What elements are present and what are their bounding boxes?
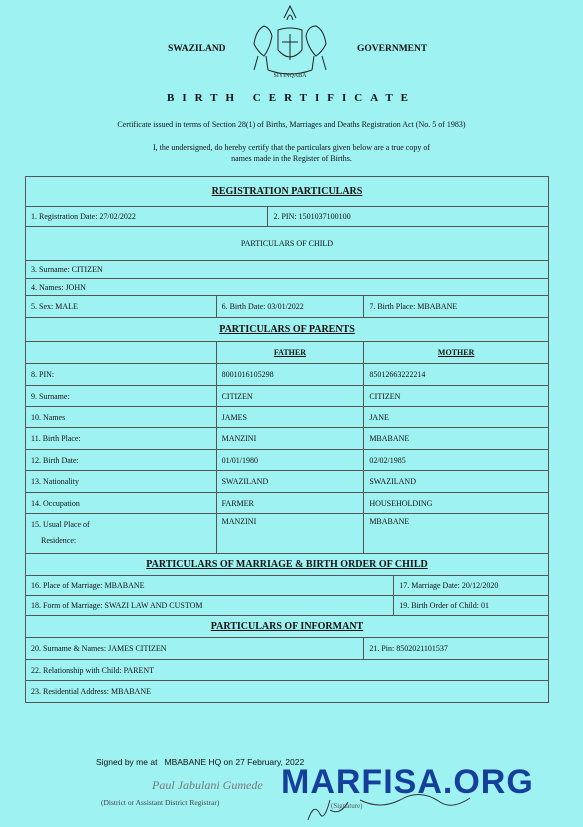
father-value: MANZINI — [216, 428, 364, 450]
child-heading: PARTICULARS OF CHILD — [26, 227, 549, 261]
row-label: 10. Names — [26, 407, 217, 428]
parent-row — [26, 407, 549, 428]
parent-row — [26, 428, 549, 450]
signature-caption: (Signature) — [331, 802, 363, 810]
parents-blank-cell — [26, 342, 217, 364]
father-value: JAMES — [216, 407, 364, 428]
parent-row — [26, 364, 549, 386]
father-value: SWAZILAND — [216, 471, 364, 493]
registration-pin: 2. PIN: 1501037100100 — [268, 207, 549, 227]
row-label: 13. Nationality — [26, 471, 217, 493]
header-left: SWAZILAND — [168, 44, 226, 54]
mother-value: SWAZILAND — [364, 471, 549, 493]
residence-label — [26, 514, 217, 554]
row-label: 12. Birth Date: — [26, 450, 217, 471]
header-right: GOVERNMENT — [357, 44, 428, 54]
certificate-title: BIRTH CERTIFICATE — [166, 92, 417, 104]
mother-value: 02/02/1985 — [364, 450, 549, 471]
father-residence: MANZINI — [216, 514, 364, 554]
coat-of-arms-icon — [240, 0, 340, 80]
parent-row — [26, 493, 549, 514]
registrar-caption: (District or Assistant District Registrar) — [101, 798, 220, 807]
signed-line: Signed by me at MBABANE HQ on 27 February, 2022 — [96, 757, 305, 767]
mother-value: MBABANE — [364, 428, 549, 450]
mother-value: HOUSEHOLDING — [364, 493, 549, 514]
crest-banner: SIYINQABA — [273, 73, 307, 79]
informant-relationship: 22. Relationship with Child: PARENT — [26, 660, 549, 681]
residence-label-line1: 15. Usual Place of — [31, 520, 90, 529]
row-label: 11. Birth Place: — [26, 428, 217, 450]
birth-order: 19. Birth Order of Child: 01 — [394, 596, 549, 616]
residence-label-line2: Residence: — [41, 536, 77, 545]
informant-address: 23. Residential Address: MBABANE — [26, 681, 549, 703]
row-label: 8. PIN: — [26, 364, 217, 386]
father-value: CITIZEN — [216, 386, 364, 407]
mother-value: CITIZEN — [364, 386, 549, 407]
father-column-heading: FATHER — [216, 342, 364, 364]
parent-row — [26, 471, 549, 493]
father-value: 01/01/1980 — [216, 450, 364, 471]
marriage-place: 16. Place of Marriage: MBABANE — [26, 576, 394, 596]
marriage-heading: PARTICULARS OF MARRIAGE & BIRTH ORDER OF CHILD — [26, 554, 549, 576]
registration-table — [25, 176, 549, 703]
child-sex: 5. Sex: MALE — [26, 296, 217, 318]
intro-text: Certificate issued in terms of Section 28(1) of Births, Marriages and Deaths Registration Act (No. 5 of 1983) — [117, 120, 466, 129]
registration-date: 1. Registration Date: 27/02/2022 — [26, 207, 268, 227]
mother-residence: MBABANE — [364, 514, 549, 554]
child-birth-place: 7. Birth Place: MBABANE — [364, 296, 549, 318]
marriage-form: 18. Form of Marriage: SWAZI LAW AND CUSTOM — [26, 596, 394, 616]
informant-heading: PARTICULARS OF INFORMANT — [26, 616, 549, 638]
registration-heading: REGISTRATION PARTICULARS — [26, 177, 549, 207]
mother-value: 85012663222214 — [364, 364, 549, 386]
informant-pin: 21. Pin: 8502021101537 — [364, 638, 549, 660]
row-label: 14. Occupation — [26, 493, 217, 514]
parents-heading: PARTICULARS OF PARENTS — [26, 318, 549, 342]
watermark-logo: MARFISA.ORG — [281, 763, 534, 801]
mother-column-heading: MOTHER — [364, 342, 549, 364]
registrar-signature: Paul Jabulani Gumede — [152, 778, 263, 792]
row-label: 9. Surname: — [26, 386, 217, 407]
father-value: FARMER — [216, 493, 364, 514]
child-surname: 3. Surname: CITIZEN — [26, 261, 549, 279]
mother-value: JANE — [364, 407, 549, 428]
child-names: 4. Names: JOHN — [26, 279, 549, 296]
certification-text: I, the undersigned, do hereby certify that the particulars given below are a true copy of names made in the Register of Births. — [152, 143, 430, 163]
informant-names: 20. Surname & Names: JAMES CITIZEN — [26, 638, 364, 660]
marriage-date: 17. Marriage Date: 20/12/2020 — [394, 576, 549, 596]
child-birth-date: 6. Birth Date: 03/01/2022 — [216, 296, 364, 318]
father-value: 8001016105298 — [216, 364, 364, 386]
parent-row — [26, 386, 549, 407]
parent-row — [26, 450, 549, 471]
